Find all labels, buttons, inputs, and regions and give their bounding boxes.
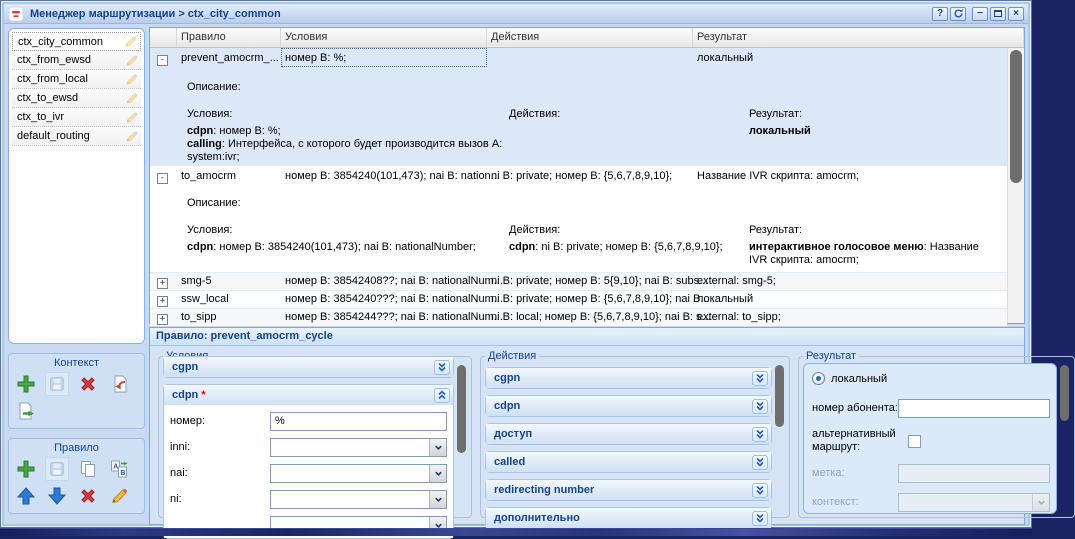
app-logo-icon (8, 6, 24, 22)
chevron-down-icon[interactable] (429, 465, 446, 482)
table-row-to_amocrm[interactable] (150, 165, 1007, 272)
maximize-icon (994, 10, 1002, 17)
panel-label: cdpn * (172, 389, 206, 401)
number-label: номер: (170, 415, 206, 427)
rule-actions-cell[interactable]: ni B: private; номер B: 5{9,10}; nai B: subs... (491, 275, 709, 287)
expand-panel-button[interactable] (752, 455, 768, 470)
header-result[interactable]: Результат (693, 28, 1024, 47)
table-row-ssw_local[interactable] (150, 290, 1007, 308)
detail-description-label: Описание: (187, 197, 241, 209)
floppy-disk-icon (48, 375, 66, 393)
table-row-prevent_amocrm[interactable] (150, 48, 1007, 165)
rule-result-cell[interactable]: локальный (697, 52, 754, 64)
scrollbar-thumb[interactable] (1060, 365, 1069, 421)
expand-panel-button[interactable] (752, 371, 768, 386)
rule-result-cell[interactable]: external: to_sipp; (697, 311, 781, 323)
mark-input (898, 464, 1050, 483)
pencil-icon[interactable] (125, 92, 138, 105)
rule-detail (150, 70, 1007, 165)
chevron-down-icon[interactable] (429, 491, 446, 508)
rule-move-up-button[interactable] (14, 484, 38, 508)
panel-cgpn (163, 356, 454, 378)
rule-name-cell[interactable]: to_sipp (181, 311, 217, 323)
pencil-icon[interactable] (125, 73, 138, 86)
scrollbar-thumb[interactable] (457, 365, 466, 453)
panel-label: cdpn (494, 400, 521, 412)
result-legend: Результат (806, 350, 857, 362)
context-toolbox-title: Контекст (53, 357, 100, 369)
rule-toolbox-title: Правило (54, 442, 99, 454)
subscriber-number-label: номер абонента: (812, 402, 898, 414)
table-body (150, 48, 1007, 323)
expand-panel-button[interactable] (752, 511, 768, 526)
pencil-icon[interactable] (125, 130, 138, 143)
actions-scrollbar[interactable] (774, 363, 785, 514)
context-item-ctx_from_local[interactable] (12, 70, 141, 89)
panel-label: called (494, 456, 526, 468)
action-panel-header[interactable] (486, 452, 771, 472)
detail-result: Результат: интерактивное голосовое меню: Название IVR скрипта: amocrm; (749, 224, 979, 266)
scrollbar-thumb[interactable] (775, 365, 784, 427)
header-conditions[interactable]: Условия (281, 28, 487, 47)
panel-label: дополнительно (494, 512, 580, 524)
context-import-button[interactable] (107, 372, 131, 396)
chevron-double-down-icon (754, 456, 766, 468)
collapse-row-button[interactable]: - (157, 55, 168, 66)
rule-name-cell[interactable]: smg-5 (181, 275, 212, 287)
panel-label: cgpn (172, 361, 199, 373)
context-export-button[interactable] (14, 399, 38, 423)
table-vertical-scrollbar[interactable] (1007, 48, 1024, 323)
table-row-to_sipp[interactable] (150, 308, 1007, 326)
inni-label: inni: (170, 441, 191, 453)
plus-icon (16, 374, 36, 394)
rule-conditions-cell[interactable]: номер B: 38542408??; nai B: nationalNum... (285, 275, 503, 287)
rule-conditions-cell[interactable]: номер B: 3854240???; nai B: nationalNum... (285, 293, 503, 305)
close-button[interactable]: × (1008, 7, 1024, 21)
context-add-button[interactable] (14, 372, 38, 396)
actions-fieldset (480, 350, 790, 524)
rule-editor-panel (149, 327, 1025, 525)
pencil-icon[interactable] (125, 111, 138, 124)
pencil-icon[interactable] (124, 35, 137, 48)
minimize-button[interactable]: − (972, 7, 988, 21)
action-panel-header[interactable] (486, 508, 771, 528)
rule-name-cell[interactable]: to_amocrm (181, 170, 237, 182)
rule-actions-cell[interactable]: ni B: private; номер B: {5,6,7,8,9,10}; nai B... (491, 293, 710, 305)
rule-rename-button[interactable] (107, 457, 131, 481)
arrow-up-icon (16, 486, 36, 506)
alt-route-checkbox[interactable] (908, 435, 921, 448)
floppy-disk-icon (48, 460, 66, 478)
rule-toolbox (8, 438, 145, 514)
context-item-ctx_from_ewsd[interactable] (12, 51, 141, 70)
context-save-button[interactable] (45, 372, 69, 396)
expand-panel-button[interactable] (434, 360, 450, 375)
refresh-button[interactable] (950, 7, 966, 21)
context-label: default_routing (17, 130, 90, 142)
context-toolbox (8, 353, 145, 429)
mark-label: метка: (812, 467, 845, 479)
import-page-icon (109, 374, 129, 394)
panel-label: redirecting number (494, 484, 595, 496)
pencil-icon[interactable] (125, 54, 138, 67)
expand-row-button[interactable]: + (157, 278, 168, 289)
action-panel-cdpn (485, 395, 772, 417)
conditions-scrollbar[interactable] (456, 363, 467, 514)
context-label: ctx_city_common (18, 35, 103, 48)
sidebar (8, 28, 145, 521)
number-input[interactable] (270, 412, 447, 431)
action-panel-redirecting-number (485, 479, 772, 501)
chevron-down-icon[interactable] (429, 439, 446, 456)
delete-x-icon (78, 486, 98, 506)
scrollbar-thumb[interactable] (1010, 50, 1022, 183)
result-panel (803, 363, 1057, 514)
refresh-icon (953, 8, 964, 19)
header-actions[interactable]: Действия (487, 28, 693, 47)
expand-panel-button[interactable] (752, 399, 768, 414)
ni-label: ni: (170, 493, 182, 505)
rule-actions-cell[interactable]: ni B: local; номер B: {5,6,7,8,9,10}; nai B: s... (491, 311, 711, 323)
detail-conditions: Условия: cdpn: номер B: 3854240(101,473); nai B: nationalNumber; (187, 224, 476, 253)
rule-result-cell[interactable]: external: smg-5; (697, 275, 776, 287)
rule-editor-title: Правило: prevent_amocrm_cycle (150, 328, 1024, 346)
rule-save-button[interactable] (45, 457, 69, 481)
conditions-fieldset (158, 350, 472, 518)
action-panel-access (485, 423, 772, 445)
maximize-button[interactable] (990, 7, 1006, 21)
nai-label: nai: (170, 467, 188, 479)
context-item-default_routing[interactable] (12, 127, 141, 146)
rule-name-cell[interactable]: ssw_local (181, 293, 229, 305)
rule-result-cell[interactable]: локальный (697, 293, 754, 305)
svg-text:A: A (113, 463, 119, 471)
rule-move-down-button[interactable] (45, 484, 69, 508)
rule-conditions-cell[interactable]: номер B: 3854240(101,473); nai B: nation... (285, 170, 500, 182)
chevron-double-down-icon (754, 372, 766, 384)
chevron-down-icon (1032, 494, 1049, 511)
rule-detail (150, 188, 1007, 272)
ni-select[interactable] (270, 490, 447, 509)
rule-actions-cell[interactable]: ni B: private; номер B: {5,6,7,8,9,10}; (491, 170, 673, 182)
conditions-panels (163, 363, 454, 514)
context-item-ctx_to_ewsd[interactable] (12, 89, 141, 108)
result-fieldset (798, 350, 1075, 518)
rule-add-button[interactable] (14, 457, 38, 481)
expand-panel-button[interactable] (752, 427, 768, 442)
expand-row-button[interactable]: + (157, 314, 168, 325)
context-label: ctx_from_local (17, 73, 88, 85)
action-panel-header[interactable] (486, 396, 771, 416)
header-expand-column (150, 28, 177, 47)
subscriber-number-input[interactable] (898, 399, 1050, 418)
chevron-double-up-icon (436, 389, 448, 401)
context-label: ctx_to_ivr (17, 111, 65, 123)
chevron-double-down-icon (436, 361, 448, 373)
required-marker: * (201, 389, 206, 401)
detail-description-label: Описание: (187, 81, 241, 93)
rename-ab-icon (109, 459, 129, 479)
nai-select[interactable] (270, 464, 447, 483)
help-button[interactable]: ? (932, 7, 948, 21)
table-row-smg-5[interactable] (150, 272, 1007, 290)
svg-text:B: B (120, 469, 126, 477)
chevron-double-down-icon (754, 484, 766, 496)
local-radio[interactable] (812, 372, 825, 385)
panel-label: cgpn (494, 372, 521, 384)
panel-cgpn-header[interactable] (164, 357, 453, 377)
panel-cdpn (163, 384, 454, 539)
inni-select[interactable] (270, 438, 447, 457)
expand-row-button[interactable]: + (157, 296, 168, 307)
actions-legend: Действия (488, 350, 537, 362)
action-panel-cgpn (485, 367, 772, 389)
chevron-double-down-icon (754, 400, 766, 412)
window-title: Менеджер маршрутизации > ctx_city_common (30, 7, 281, 20)
header-rule[interactable]: Правило (177, 28, 281, 47)
context-list (8, 28, 145, 344)
copy-pages-icon (78, 459, 98, 479)
rule-conditions-cell[interactable]: номер B: %; (281, 48, 487, 67)
action-panel-called (485, 451, 772, 473)
export-page-icon (16, 401, 36, 421)
alt-route-label: альтернативный маршрут: (812, 428, 896, 453)
desktop-taskbar[interactable] (0, 528, 1032, 536)
arrow-down-icon (47, 486, 67, 506)
table-header (150, 28, 1024, 48)
panel-cdpn-header[interactable] (164, 385, 453, 405)
action-panel-header[interactable] (486, 480, 771, 500)
context-label: контекст: (812, 496, 859, 508)
rules-table (149, 27, 1025, 324)
result-scrollbar[interactable] (1059, 363, 1070, 514)
context-label: ctx_to_ewsd (17, 92, 79, 104)
rule-copy-button[interactable] (76, 457, 100, 481)
action-panel-header[interactable] (486, 424, 771, 444)
detail-result: Результат: локальный (749, 108, 811, 137)
titlebar (4, 4, 1028, 24)
context-delete-button[interactable] (76, 372, 100, 396)
detail-actions: Действия: (509, 108, 561, 120)
cdpn-form (164, 405, 453, 538)
context-item-ctx_city_common[interactable] (12, 32, 141, 51)
actions-panels (485, 363, 772, 524)
window-controls (932, 7, 1024, 21)
chevron-double-down-icon (754, 428, 766, 440)
rule-edit-button[interactable] (107, 484, 131, 508)
rule-result-cell[interactable]: Название IVR скрипта: amocrm; (697, 170, 860, 182)
detail-conditions: Условия: cdpn: номер B: %; calling: Интерфейса, с которого будет производится вызов A: system:ivr; (187, 108, 503, 163)
panel-label: доступ (494, 428, 533, 440)
collapse-panel-button[interactable] (434, 388, 450, 403)
collapse-row-button[interactable]: - (157, 173, 168, 184)
rule-actions-cell[interactable] (487, 48, 693, 55)
local-radio-label: локальный (831, 372, 888, 385)
plus-icon (16, 459, 36, 479)
rule-delete-button[interactable] (76, 484, 100, 508)
action-panel-additional (485, 507, 772, 529)
action-panel-header[interactable] (486, 368, 771, 388)
pencil-icon (110, 487, 128, 505)
context-label: ctx_from_ewsd (17, 54, 91, 66)
rule-name-cell[interactable]: prevent_amocrm_... (181, 52, 279, 64)
chevron-double-down-icon (754, 512, 766, 524)
expand-panel-button[interactable] (752, 483, 768, 498)
context-item-ctx_to_ivr[interactable] (12, 108, 141, 127)
context-select (898, 493, 1050, 512)
detail-actions: Действия: cdpn: ni B: private; номер B: {5,6,7,8,9,10}; (509, 224, 723, 253)
delete-x-icon (78, 374, 98, 394)
rule-conditions-cell[interactable]: номер B: 3854244???; nai B: nationalNum... (285, 311, 503, 323)
